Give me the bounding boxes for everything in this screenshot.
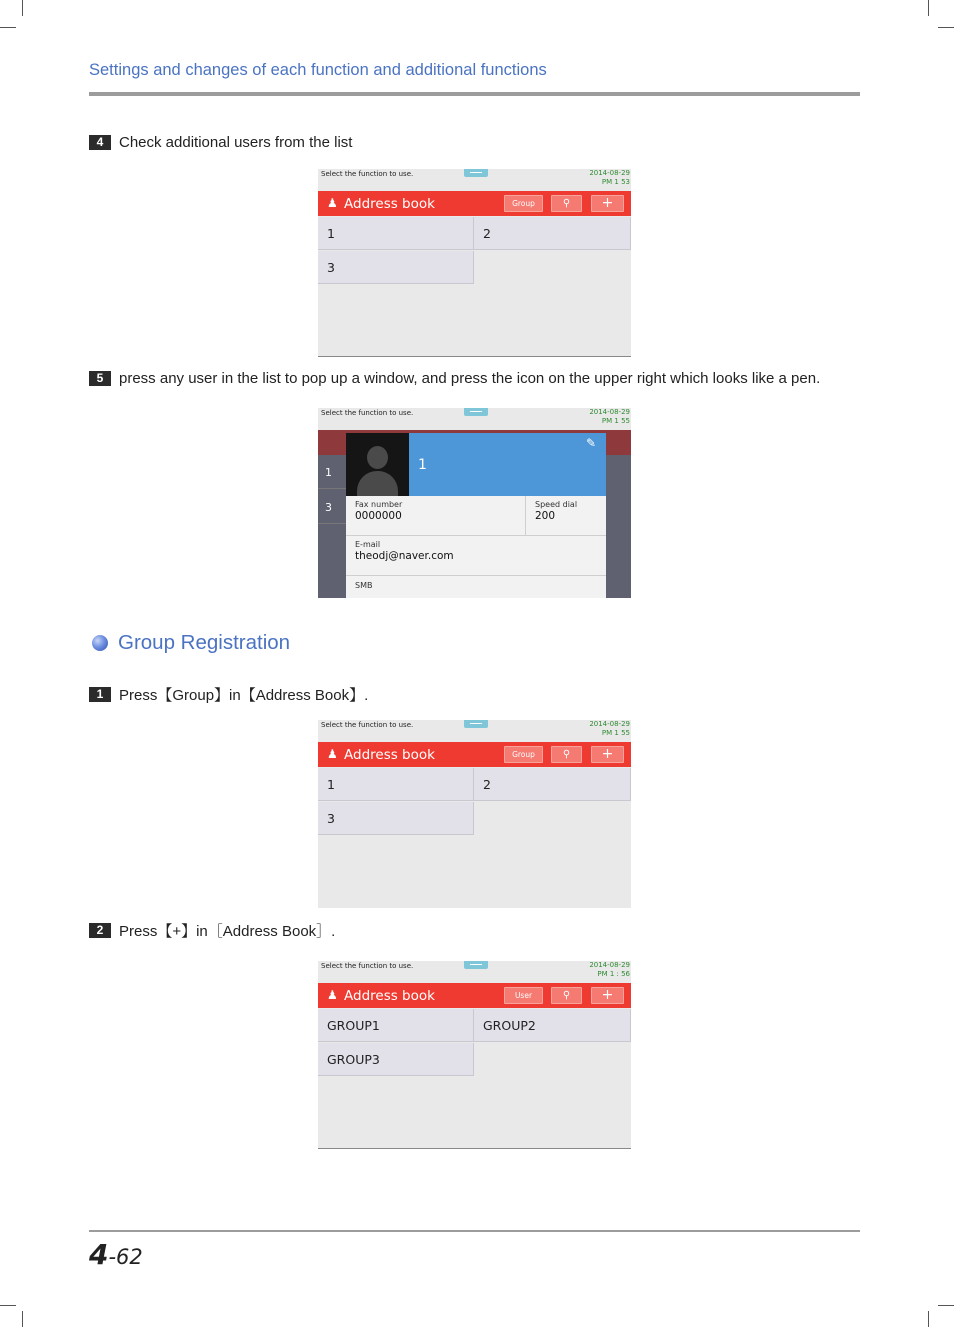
address-book-title: Address book [344,196,435,212]
crop-mark [0,1305,16,1306]
person-icon: ♟ [327,747,338,761]
list-item[interactable]: 3 [318,251,474,284]
step-5 [89,369,820,387]
user-detail-popup [346,433,606,598]
step-4 [89,133,352,151]
status-bar [318,720,631,742]
speed-dial-field [526,496,606,536]
status-message: Select the function to use. [321,721,414,729]
step-number: 2 [89,923,111,938]
status-time: PM 1 55 [601,729,630,737]
section-title: Group Registration [118,631,291,654]
field-label: Fax number [355,500,403,509]
status-time: PM 1 53 [601,178,630,186]
screenshot-user-popup [318,408,631,598]
address-book-titlebar [318,191,631,216]
status-datetime [589,961,630,979]
address-book-titlebar [318,983,631,1008]
search-button[interactable] [551,195,582,212]
step-text: press any user in the list to pop up a window, and press the icon on the upper right which looks like a pen. [119,369,821,387]
pen-icon[interactable]: ✎ [585,436,596,450]
step-text: Press【+】in［Address Book］. [119,922,336,940]
status-time: PM 1 55 [601,417,630,425]
search-button[interactable] [551,746,582,763]
search-button[interactable] [551,987,582,1004]
step-1 [89,685,368,703]
address-book-title: Address book [344,988,435,1004]
crop-mark [928,0,929,16]
list-item[interactable]: 2 [474,217,631,250]
status-datetime [589,169,630,187]
list-item[interactable]: 2 [474,768,631,801]
crop-mark [928,1311,929,1327]
list-item[interactable]: 1 [318,217,474,250]
status-bar [318,169,631,191]
search-icon: ⚲ [562,990,571,1001]
status-datetime [589,720,630,738]
screenshot-address-book-group [318,720,631,908]
list-item[interactable]: 1 [318,768,474,801]
status-bar [318,408,631,430]
list-item[interactable]: GROUP3 [318,1043,474,1076]
status-message: Select the function to use. [321,409,414,417]
search-icon: ⚲ [562,198,571,209]
group-button[interactable]: Group [504,195,543,212]
field-value: theodj@naver.com [355,550,454,562]
person-icon: ♟ [327,196,338,210]
list-item[interactable]: GROUP2 [474,1009,631,1042]
smb-field [346,576,606,598]
footer-rule [89,1230,860,1232]
crop-mark [938,27,954,28]
header-rule [89,92,860,96]
pull-down-handle[interactable] [464,961,488,969]
avatar [346,433,409,496]
list-item: 1 [318,455,346,489]
page-header-title: Settings and changes of each function and additional functions [89,61,547,79]
add-button[interactable]: + [591,195,624,212]
status-time: PM 1 : 56 [597,970,630,978]
crop-mark [22,1311,23,1327]
dimmed-list [318,455,346,598]
step-text: Check additional users from the list [119,133,353,151]
field-label: SMB [355,581,373,590]
field-label: Speed dial [535,500,578,509]
step-number: 1 [89,687,111,702]
step-number: 5 [89,371,111,386]
field-label: E-mail [355,540,381,549]
status-date: 2014-08-29 [589,408,630,416]
step-2 [89,921,335,939]
fax-number-field [346,496,526,536]
step-number: 4 [89,135,111,150]
address-book-title: Address book [344,747,435,763]
address-book-titlebar [318,742,631,767]
status-bar [318,961,631,983]
status-date: 2014-08-29 [589,961,630,969]
pull-down-handle[interactable] [464,408,488,416]
screenshot-address-book-groups [318,961,631,1148]
crop-mark [938,1305,954,1306]
status-datetime [589,408,630,426]
email-field [346,536,606,576]
crop-mark [22,0,23,16]
status-date: 2014-08-29 [589,720,630,728]
user-button[interactable]: User [504,987,543,1004]
user-name: 1 [418,457,427,473]
avatar-body [357,471,398,496]
status-date: 2014-08-29 [589,169,630,177]
avatar-head [367,446,388,469]
bullet-icon [92,635,108,651]
step-text: Press【Group】in【Address Book】. [119,686,369,704]
add-button[interactable]: + [591,987,624,1004]
crop-mark [0,27,16,28]
chapter-number: 4 [89,1238,109,1271]
list-item[interactable]: 3 [318,802,474,835]
page-number [89,1238,143,1271]
status-message: Select the function to use. [321,170,414,178]
status-message: Select the function to use. [321,962,414,970]
user-banner [409,433,606,496]
group-button[interactable]: Group [504,746,543,763]
field-value: 0000000 [355,510,402,522]
pull-down-handle[interactable] [464,720,488,728]
list-item: 3 [318,490,346,524]
page-suffix: -62 [108,1245,143,1269]
screenshot-address-book-users [318,169,631,356]
section-heading [89,630,290,656]
dimmed-list-right [606,455,631,598]
list-item[interactable]: GROUP1 [318,1009,474,1042]
pull-down-handle[interactable] [464,169,488,177]
add-button[interactable]: + [591,746,624,763]
field-value: 200 [535,510,556,522]
screenshot-rule [318,1148,631,1149]
search-icon: ⚲ [562,749,571,760]
screenshot-rule [318,356,631,357]
group-icon: ♟ [327,988,338,1002]
